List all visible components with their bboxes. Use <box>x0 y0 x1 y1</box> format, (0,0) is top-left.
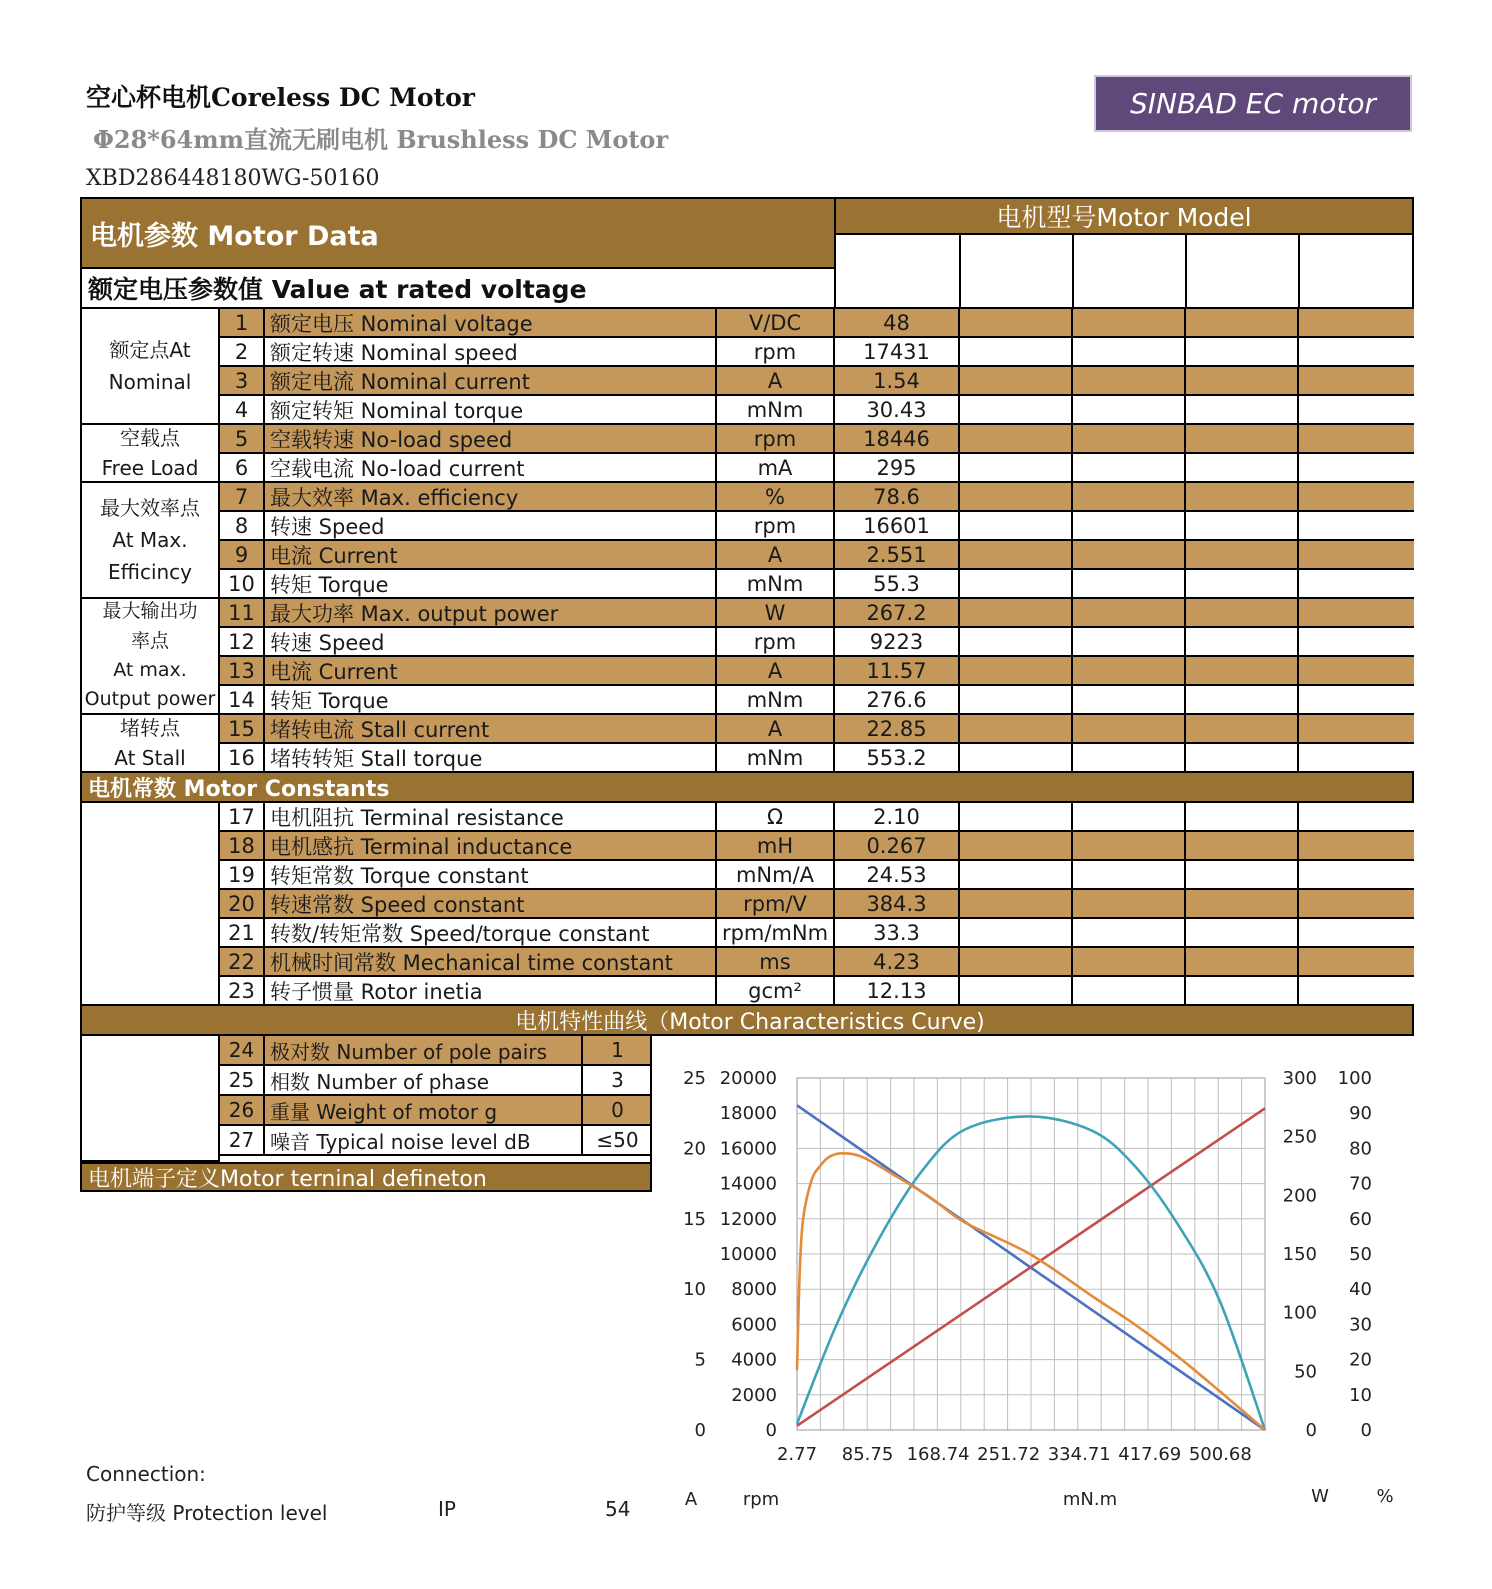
power-tick-label: 100 <box>1282 1302 1317 1324</box>
speed-tick-label: 4000 <box>731 1349 777 1371</box>
row-value: 55.3 <box>835 570 960 597</box>
row-number: 18 <box>220 832 265 859</box>
row-value: 48 <box>835 309 960 336</box>
x-tick-label: 2.77 <box>776 1444 818 1465</box>
row-parameter: 极对数 Number of pole pairs <box>265 1036 583 1064</box>
row-number: 20 <box>220 890 265 917</box>
row-parameter: 转数/转矩常数 Speed/torque constant <box>265 919 717 946</box>
row-number: 23 <box>220 977 265 1004</box>
group-line: 额定点At <box>109 338 191 362</box>
row-unit: rpm <box>717 628 835 655</box>
speed-tick-label: 20000 <box>719 1068 777 1089</box>
row-number: 15 <box>220 715 265 742</box>
group-line: Free Load <box>101 456 199 480</box>
power-tick-label: 0 <box>1305 1420 1317 1441</box>
row-parameter: 堵转电流 Stall current <box>265 715 717 742</box>
row-unit: A <box>717 715 835 742</box>
row-value: 24.53 <box>835 861 960 888</box>
speed-tick-label: 2000 <box>731 1384 777 1406</box>
row-parameter: 转矩 Torque <box>265 570 717 597</box>
row-value: 276.6 <box>835 686 960 713</box>
power-tick-label: 250 <box>1282 1126 1317 1148</box>
row-parameter: 空载电流 No-load current <box>265 454 717 481</box>
current-tick-label: 15 <box>683 1208 706 1230</box>
current-tick-label: 5 <box>694 1349 706 1371</box>
row-unit: % <box>717 483 835 510</box>
row-parameter: 转速常数 Speed constant <box>265 890 717 917</box>
row-parameter: 额定转矩 Nominal torque <box>265 396 717 423</box>
power-tick-label: 300 <box>1282 1068 1317 1089</box>
row-parameter: 相数 Number of phase <box>265 1066 583 1094</box>
curve-header: 电机特性曲线（Motor Characteristics Curve) <box>80 1006 1414 1036</box>
group-line: 率点 <box>130 629 169 652</box>
row-parameter: 噪音 Typical noise level dB <box>265 1126 583 1154</box>
row-unit: rpm <box>717 338 835 365</box>
row-value: 30.43 <box>835 396 960 423</box>
rated-voltage-header: 额定电压参数值 Value at rated voltage <box>80 269 836 309</box>
current-tick-label: 10 <box>683 1279 706 1301</box>
current-tick-label: 20 <box>683 1138 706 1160</box>
row-unit: ms <box>717 948 835 975</box>
efficiency-tick-label: 40 <box>1349 1279 1372 1301</box>
row-value: 267.2 <box>835 599 960 626</box>
row-parameter: 转矩 Torque <box>265 686 717 713</box>
current-tick-label: 0 <box>694 1420 706 1441</box>
efficiency-tick-label: 100 <box>1337 1068 1372 1089</box>
row-number: 14 <box>220 686 265 713</box>
row-unit: mNm <box>717 570 835 597</box>
ip-value: 54 <box>605 1497 631 1521</box>
row-value: 18446 <box>835 425 960 452</box>
brand-badge: SINBAD EC motor <box>1094 75 1412 132</box>
group-line: At max. <box>113 659 187 681</box>
row-parameter: 堵转转矩 Stall torque <box>265 744 717 771</box>
row-parameter: 空载转速 No-load speed <box>265 425 717 452</box>
group-line: Efficincy <box>107 560 193 584</box>
row-unit: mNm <box>717 396 835 423</box>
row-unit: mNm/A <box>717 861 835 888</box>
efficiency-tick-label: 10 <box>1349 1384 1372 1406</box>
row-number: 6 <box>220 454 265 481</box>
row-number: 12 <box>220 628 265 655</box>
ip-label: IP <box>438 1497 456 1521</box>
row-parameter: 转矩常数 Torque constant <box>265 861 717 888</box>
power-tick-label: 200 <box>1282 1185 1317 1207</box>
row-number: 27 <box>220 1126 265 1154</box>
row-parameter: 电机阻抗 Terminal resistance <box>265 803 717 830</box>
current-tick-label: 25 <box>683 1068 706 1089</box>
row-unit: mNm <box>717 686 835 713</box>
row-unit: V/DC <box>717 309 835 336</box>
row-number: 25 <box>220 1066 265 1094</box>
row-number: 3 <box>220 367 265 394</box>
speed-tick-label: 8000 <box>731 1279 777 1301</box>
efficiency-tick-label: 0 <box>1360 1420 1372 1441</box>
row-parameter: 电流 Current <box>265 657 717 684</box>
row-unit: A <box>717 541 835 568</box>
speed-tick-label: 0 <box>765 1420 777 1441</box>
group-line: Output power <box>84 688 216 711</box>
row-value: 553.2 <box>835 744 960 771</box>
row-parameter: 额定转速 Nominal speed <box>265 338 717 365</box>
current-axis-unit: A <box>684 1489 698 1510</box>
motor-model-header: 电机型号Motor Model <box>836 197 1414 235</box>
row-value: 2.10 <box>835 803 960 830</box>
efficiency-tick-label: 60 <box>1349 1208 1372 1230</box>
speed-axis-unit: rpm <box>742 1489 780 1510</box>
row-unit: Ω <box>717 803 835 830</box>
terminal-definition-header: 电机端子定义Motor terninal defineton <box>80 1162 652 1192</box>
row-unit: rpm/mNm <box>717 919 835 946</box>
x-tick-label: 417.69 <box>1118 1444 1182 1465</box>
x-axis-unit: mN.m <box>1062 1489 1118 1510</box>
row-unit: rpm <box>717 512 835 539</box>
row-value: ≤50 <box>596 1128 639 1152</box>
speed-tick-label: 10000 <box>719 1244 777 1265</box>
row-number: 5 <box>220 425 265 452</box>
row-unit: rpm/V <box>717 890 835 917</box>
row-parameter: 电流 Current <box>265 541 717 568</box>
row-number: 19 <box>220 861 265 888</box>
row-value: 0.267 <box>835 832 960 859</box>
row-parameter: 转速 Speed <box>265 512 717 539</box>
row-unit: A <box>717 367 835 394</box>
efficiency-tick-label: 20 <box>1349 1349 1372 1371</box>
row-unit: W <box>717 599 835 626</box>
group-line: At Max. <box>112 528 188 552</box>
row-value: 1 <box>611 1038 624 1062</box>
row-parameter: 机械时间常数 Mechanical time constant <box>265 948 717 975</box>
row-number: 7 <box>220 483 265 510</box>
power-tick-label: 50 <box>1294 1361 1317 1383</box>
x-tick-label: 251.72 <box>977 1444 1041 1465</box>
row-value: 384.3 <box>835 890 960 917</box>
efficiency-tick-label: 90 <box>1349 1103 1372 1125</box>
row-number: 1 <box>220 309 265 336</box>
speed-tick-label: 6000 <box>731 1314 777 1336</box>
group-line: 堵转点 <box>120 716 180 740</box>
row-value: 33.3 <box>835 919 960 946</box>
row-parameter: 最大效率 Max. efficiency <box>265 483 717 510</box>
row-unit: mNm <box>717 744 835 771</box>
row-parameter: 最大功率 Max. output power <box>265 599 717 626</box>
row-number: 8 <box>220 512 265 539</box>
efficiency-tick-label: 50 <box>1349 1244 1372 1265</box>
efficiency-tick-label: 30 <box>1349 1314 1372 1336</box>
group-line: Nominal <box>108 370 192 394</box>
protection-level-label: 防护等级 Protection level <box>86 1501 328 1525</box>
row-value: 3 <box>611 1068 624 1092</box>
speed-tick-label: 16000 <box>719 1138 777 1160</box>
efficiency-tick-label: 70 <box>1349 1173 1372 1195</box>
row-unit: A <box>717 657 835 684</box>
speed-tick-label: 12000 <box>719 1208 777 1230</box>
row-value: 9223 <box>835 628 960 655</box>
row-parameter: 重量 Weight of motor g <box>265 1096 583 1124</box>
row-unit: gcm² <box>717 977 835 1004</box>
power-tick-label: 150 <box>1282 1244 1317 1265</box>
row-number: 11 <box>220 599 265 626</box>
row-value: 22.85 <box>835 715 960 742</box>
row-value: 4.23 <box>835 948 960 975</box>
row-value: 17431 <box>835 338 960 365</box>
row-number: 24 <box>220 1036 265 1064</box>
efficiency-tick-label: 80 <box>1349 1138 1372 1160</box>
row-value: 1.54 <box>835 367 960 394</box>
row-parameter: 转子惯量 Rotor inetia <box>265 977 717 1004</box>
efficiency-axis-unit: % <box>1376 1486 1394 1507</box>
row-number: 9 <box>220 541 265 568</box>
x-tick-label: 334.71 <box>1047 1444 1111 1465</box>
row-value: 295 <box>835 454 960 481</box>
row-number: 21 <box>220 919 265 946</box>
row-number: 10 <box>220 570 265 597</box>
row-value: 12.13 <box>835 977 960 1004</box>
row-unit: mA <box>717 454 835 481</box>
row-parameter: 转速 Speed <box>265 628 717 655</box>
speed-tick-label: 14000 <box>719 1173 777 1195</box>
row-value: 78.6 <box>835 483 960 510</box>
group-line: 最大输出功 <box>102 600 198 623</box>
speed-tick-label: 18000 <box>719 1103 777 1125</box>
x-tick-label: 500.68 <box>1188 1444 1252 1465</box>
row-number: 16 <box>220 744 265 771</box>
row-value: 0 <box>611 1098 624 1122</box>
row-number: 17 <box>220 803 265 830</box>
row-parameter: 额定电压 Nominal voltage <box>265 309 717 336</box>
row-unit: mH <box>717 832 835 859</box>
title-sub: Φ28*64mm直流无刷电机 Brushless DC Motor <box>93 125 669 154</box>
row-number: 26 <box>220 1096 265 1124</box>
motor-constants-header: 电机常数 Motor Constants <box>80 773 1414 803</box>
motor-data-header: 电机参数 Motor Data <box>80 197 836 269</box>
row-unit: rpm <box>717 425 835 452</box>
row-number: 4 <box>220 396 265 423</box>
x-tick-label: 168.74 <box>906 1444 970 1465</box>
title-main: 空心杯电机Coreless DC Motor <box>86 83 475 112</box>
x-tick-label: 85.75 <box>841 1444 894 1465</box>
model-code: XBD286448180WG-50160 <box>86 166 380 191</box>
power-axis-unit: W <box>1311 1486 1329 1507</box>
row-value: 11.57 <box>835 657 960 684</box>
group-line: At Stall <box>114 746 186 770</box>
row-number: 13 <box>220 657 265 684</box>
row-parameter: 电机感抗 Terminal inductance <box>265 832 717 859</box>
group-line: 最大效率点 <box>100 496 200 520</box>
group-line: 空载点 <box>120 426 180 450</box>
row-value: 2.551 <box>835 541 960 568</box>
row-parameter: 额定电流 Nominal current <box>265 367 717 394</box>
row-value: 16601 <box>835 512 960 539</box>
row-number: 2 <box>220 338 265 365</box>
connection-label: Connection: <box>86 1462 206 1486</box>
row-number: 22 <box>220 948 265 975</box>
